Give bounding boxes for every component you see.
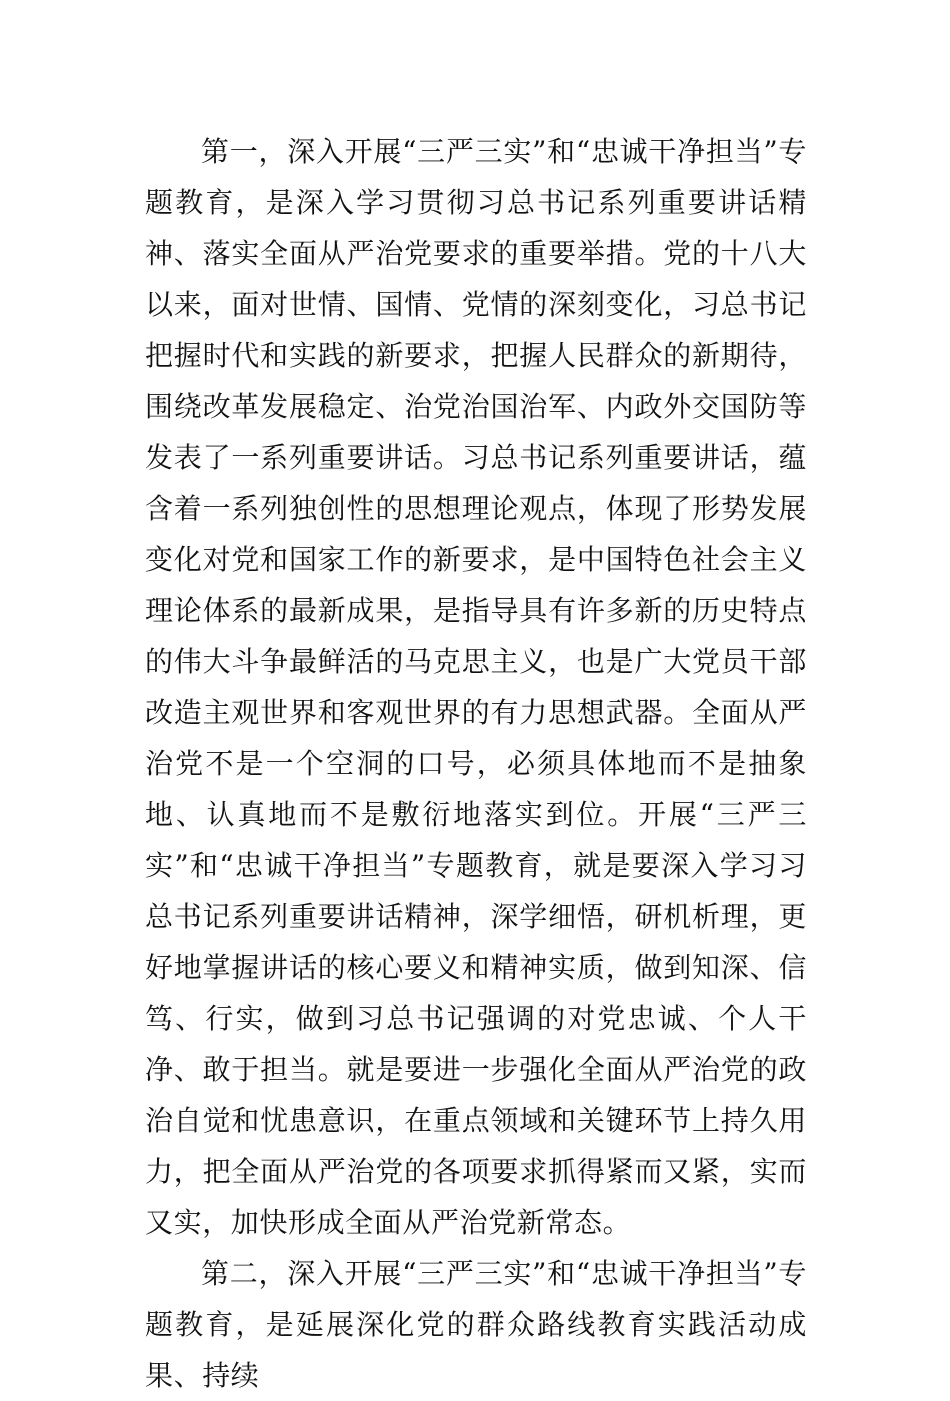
paragraph-2: 第二，深入开展“三严三实”和“忠诚干净担当”专题教育，是延展深化党的群众路线教育实践活动成果、持续: [145, 1257, 807, 1392]
document-body: [145, 126, 807, 1401]
paragraph-1: 第一，深入开展“三严三实”和“忠诚干净担当”专题教育，是深入学习贯彻习总书记系列重要讲话精神、落实全面从严治党要求的重要举措。党的十八大以来，面对世情、国情、党情的深刻变化，习总书记把握时代和实践的新要求，把握人民群众的新期待，围绕改革发展稳定、治党治国治军、内政外交国防等发表了一系列重要讲话。习总书记系列重要讲话，蕴含着一系列独创性的思想理论观点，体现了形势发展变化对党和国家工作的新要求，是中国特色社会主义理论体系的最新成果，是指导具有许多新的历史特点的伟大斗争最鲜活的马克思主义，也是广大党员干部改造主观世界和客观世界的有力思想武器。全面从严治党不是一个空洞的口号，必须具体地而不是抽象地、认真地而不是敷衍地落实到位。开展“三严三实”和“忠诚干净担当”专题教育，就是要深入学习习总书记系列重要讲话精神，深学细悟，研机析理，更好地掌握讲话的核心要义和精神实质，做到知深、信笃、行实，做到习总书记强调的对党忠诚、个人干净、敢于担当。就是要进一步强化全面从严治党的政治自觉和忧患意识，在重点领域和关键环节上持久用力，把全面从严治党的各项要求抓得紧而又紧，实而又实，加快形成全面从严治党新常态。: [145, 135, 807, 1239]
